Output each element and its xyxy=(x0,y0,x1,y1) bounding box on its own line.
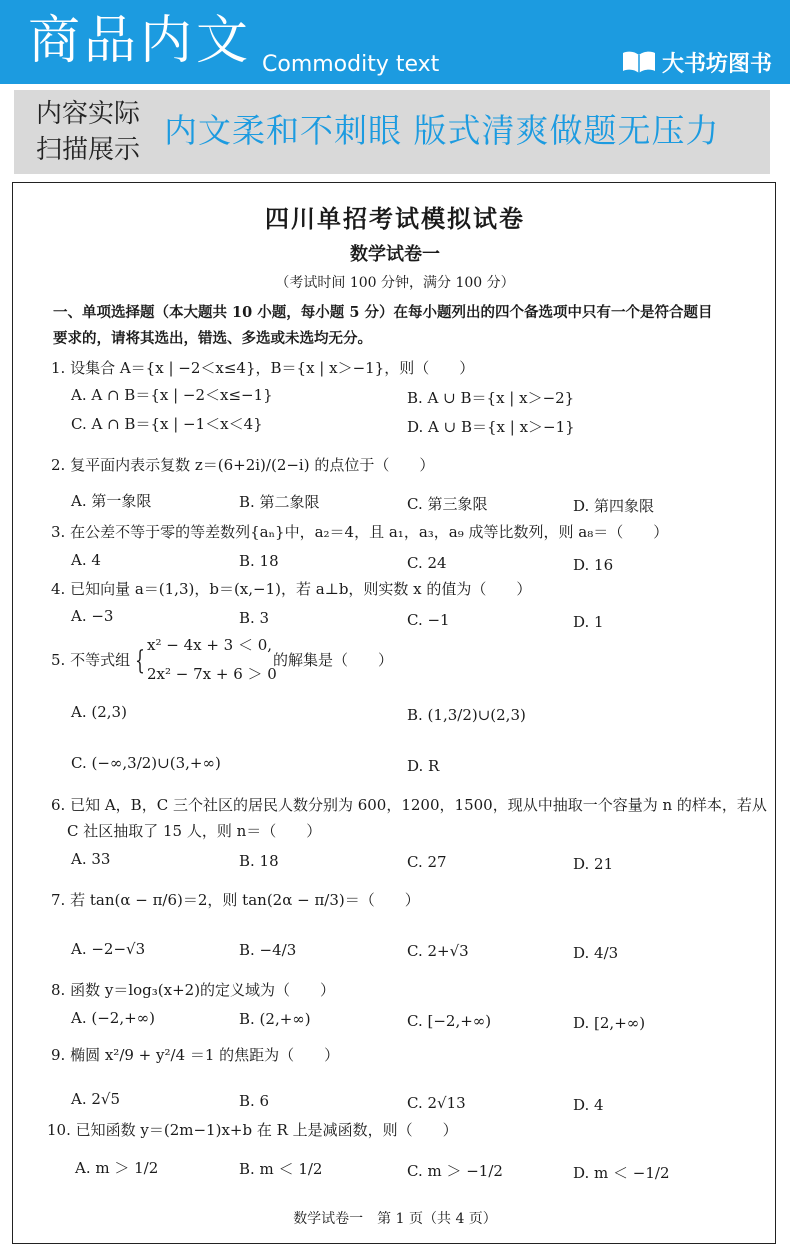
section-heading-line2: 要求的，请将其选出，错选、多选或未选均无分。 xyxy=(53,330,372,347)
option: B. (1,3/2)∪(2,3) xyxy=(407,706,526,724)
option: D. R xyxy=(407,757,440,775)
option: A. A ∩ B＝{x | −2＜x≤−1} xyxy=(71,386,273,404)
option: A. −2−√3 xyxy=(71,940,146,958)
option: A. 2√5 xyxy=(71,1090,121,1108)
page-footer: 数学试卷一 第 1 页（共 4 页） xyxy=(293,1211,497,1227)
banner-title: 商品内文 xyxy=(28,11,253,71)
option: C. 24 xyxy=(407,554,447,572)
option: A. (2,3) xyxy=(71,703,127,721)
strip-label-line1: 内容实际 xyxy=(35,99,140,129)
option: B. 6 xyxy=(239,1092,270,1110)
brand-logo xyxy=(622,46,772,78)
question-stem: 9. 椭圆 x²/9 + y²/4 ＝1 的焦距为（ ） xyxy=(51,1046,340,1064)
option: B. 18 xyxy=(239,552,279,570)
question-stem: 8. 函数 y＝log₃(x+2)的定义域为（ ） xyxy=(51,981,336,999)
option: C. m ＞ −1/2 xyxy=(407,1162,503,1180)
option: B. A ∪ B＝{x | x＞−2} xyxy=(407,389,575,407)
strip-label xyxy=(26,96,150,168)
option: B. (2,+∞) xyxy=(239,1010,311,1028)
option: A. −3 xyxy=(71,607,114,625)
option: A. 4 xyxy=(71,551,101,569)
option: D. 4 xyxy=(573,1096,604,1114)
info-strip xyxy=(14,90,770,174)
option: C. A ∩ B＝{x | −1＜x＜4} xyxy=(71,415,263,433)
question-stem: 4. 已知向量 a＝(1,3)，b＝(x,−1)，若 a⊥b，则实数 x 的值为（ ） xyxy=(51,580,532,598)
option: C. 第三象限 xyxy=(407,495,488,513)
option: B. m ＜ 1/2 xyxy=(239,1160,323,1178)
option: A. 33 xyxy=(71,850,111,868)
option: B. 第二象限 xyxy=(239,493,320,511)
option: A. m ＞ 1/2 xyxy=(75,1159,159,1177)
option: A. (−2,+∞) xyxy=(71,1009,156,1027)
option: D. 1 xyxy=(573,613,604,631)
system-brace: { xyxy=(135,646,145,676)
exam-paper xyxy=(12,182,776,1244)
system-line2: 2x² − 7x + 6 ＞ 0 xyxy=(147,665,277,683)
exam-note: （考试时间 100 分钟，满分 100 分） xyxy=(275,275,515,291)
option: C. [−2,+∞) xyxy=(407,1012,492,1030)
option: B. −4/3 xyxy=(239,941,297,959)
option: D. 第四象限 xyxy=(573,497,655,515)
brand-name: 大书坊图书 xyxy=(661,51,772,77)
question-stem: 3. 在公差不等于零的等差数列{aₙ}中，a₂＝4，且 a₁，a₃，a₉ 成等比数列，则 a₈＝（ ） xyxy=(51,523,669,541)
option: C. 2√13 xyxy=(407,1094,466,1112)
question-stem-suffix: 的解集是（ ） xyxy=(273,651,394,669)
option: C. 2+√3 xyxy=(407,942,469,960)
option: D. A ∪ B＝{x | x＞−1} xyxy=(407,418,575,436)
banner-subtitle: Commodity text xyxy=(262,52,440,77)
option: C. −1 xyxy=(407,611,450,629)
system-line1: x² − 4x + 3 ＜ 0, xyxy=(147,636,273,654)
question-stem: 7. 若 tan(α − π/6)＝2，则 tan(2α − π/3)＝（ ） xyxy=(51,891,420,909)
banner xyxy=(0,0,790,84)
question-stem: 10. 已知函数 y＝(2m−1)x+b 在 R 上是减函数，则（ ） xyxy=(47,1121,458,1139)
question-stem: 5. 不等式组 xyxy=(51,651,131,669)
question-stem: 6. 已知 A，B，C 三个社区的居民人数分别为 600，1200，1500，现从中抽取一个容量为 n 的样本，若从 xyxy=(51,796,767,814)
option: B. 3 xyxy=(239,609,270,627)
question-stem: 1. 设集合 A＝{x | −2＜x≤4}，B＝{x | x＞−1}，则（ ） xyxy=(51,359,475,377)
exam-title: 四川单招考试模拟试卷 xyxy=(265,204,525,233)
option: A. 第一象限 xyxy=(71,492,152,510)
option: C. (−∞,3/2)∪(3,+∞) xyxy=(71,754,221,772)
section-heading-line1: 一、单项选择题（本大题共 10 小题，每小题 5 分）在每小题列出的四个备选项中只有一个是符合题目 xyxy=(53,304,713,321)
open-book-icon xyxy=(622,50,656,74)
strip-label-line2: 扫描展示 xyxy=(35,135,140,165)
option: D. 16 xyxy=(573,556,614,574)
strip-slogan: 内文柔和不刺眼 版式清爽做题无压力 xyxy=(164,111,720,150)
option: D. m ＜ −1/2 xyxy=(573,1164,670,1182)
option: B. 18 xyxy=(239,852,279,870)
question-stem: 2. 复平面内表示复数 z＝(6+2i)/(2−i) 的点位于（ ） xyxy=(51,456,435,474)
option: C. 27 xyxy=(407,853,447,871)
option: D. [2,+∞) xyxy=(573,1014,646,1032)
option: D. 21 xyxy=(573,855,614,873)
exam-subtitle: 数学试卷一 xyxy=(350,244,440,265)
question-stem-line2: C 社区抽取了 15 人，则 n＝（ ） xyxy=(67,822,322,840)
option: D. 4/3 xyxy=(573,944,619,962)
